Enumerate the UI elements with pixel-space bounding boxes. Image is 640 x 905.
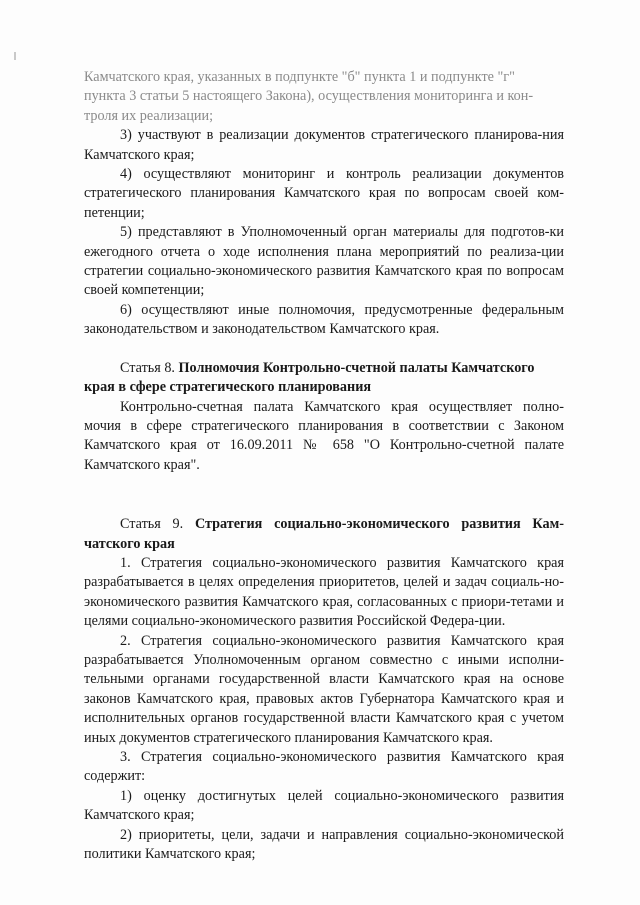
article-9-subitem-2: 2) приоритеты, цели, задачи и направления социально-экономической политики Камчатского края; [84, 826, 564, 863]
article-8-prefix: Статья 8. [120, 359, 179, 376]
article-9-title: Стратегия социально-экономического развития Кам-чатского края [84, 516, 564, 552]
list-item-3: 3) участвуют в реализации документов стратегического планирова-ния Камчатского края; [84, 127, 564, 163]
article-8-heading [84, 359, 564, 398]
list-item-6: 6) осуществляют иные полномочия, предусмотренные федеральным законодательством и законодательством Камчатского края. [84, 301, 564, 338]
list-item-5: 5) представляют в Уполномоченный орган материалы для подготов-ки ежегодного отчета о ходе исполнения плана мероприятий по реализа-ции стратегии социально-экономического развития Камчатского края по вопросам своей компетенции; [84, 224, 564, 299]
intro-line: Камчатского края, указанных в подпункте "б" пункта 1 и подпункте "г" [84, 69, 515, 85]
article-9-heading [84, 515, 564, 554]
scan-mark [14, 52, 16, 60]
intro-line: троля их реализации; [84, 107, 214, 124]
article-9-subitem-1: 1) оценку достигнутых целей социально-экономического развития Камчатского края; [84, 787, 564, 824]
article-9-paragraph-1: 1. Стратегия социально-экономического развития Камчатского края разрабатывается в целях определения приоритетов, целей и задач социаль-но-экономического развития Камчатского края, согласованных с приори-тетами и целями социально-экономического развития Российской Федера-ции. [84, 554, 564, 630]
article-9-prefix: Статья 9. [120, 516, 195, 533]
intro-line: пункта 3 статьи 5 настоящего Закона), осуществления мониторинга и кон- [84, 88, 534, 105]
article-9-paragraph-3: 3. Стратегия социально-экономического развития Камчатского края содержит: [84, 749, 564, 785]
article-9-paragraph-2: 2. Стратегия социально-экономического развития Камчатского края разрабатывается Уполномоченным органом совместно с иными исполни-тельными органами государственной власти Камчатского края на основе законов Камчатского края, правовых актов Губернатора Камчатского края и исполнительных органов государственной власти Камчатского края с учетом иных документов стратегического планирования Камчатского края. [84, 632, 564, 746]
document-body [84, 68, 564, 864]
article-8-title: Полномочия Контрольно-счетной палаты Камчатского края в сфере стратегического планирования [84, 359, 535, 396]
article-8-body: Контрольно-счетная палата Камчатского края осуществляет полно-мочия в сфере стратегического планирования в соответствии с Законом Камчатского края от 16.09.2011 № 658 "О Контрольно-счетной палате Камчатского края". [84, 398, 564, 473]
list-item-4: 4) осуществляют мониторинг и контроль реализации документов стратегического планирования Камчатского края по вопросам своей ком-петенции; [84, 166, 564, 221]
